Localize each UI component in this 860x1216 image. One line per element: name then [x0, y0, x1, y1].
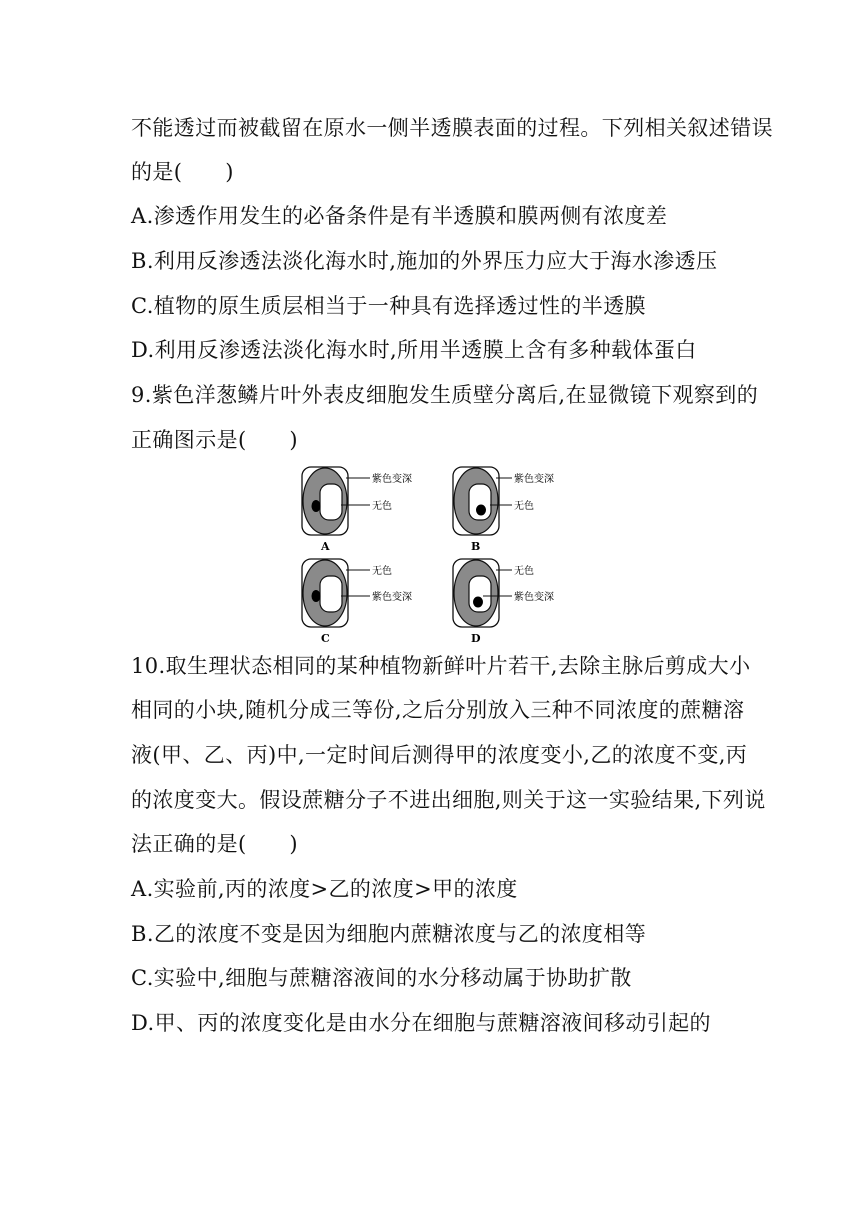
label-a-top: 紫色变深 — [372, 474, 412, 485]
question-line: 9.紫色洋葱鳞片叶外表皮细胞发生质壁分离后,在显微镜下观察到的 — [131, 383, 759, 407]
caption-d: D — [471, 632, 481, 645]
cell-diagram-b — [453, 467, 554, 553]
option-line: A.实验前,丙的浓度>乙的浓度>甲的浓度 — [131, 877, 518, 901]
question-line: 正确图示是( ) — [131, 428, 298, 452]
cell-diagram-c — [302, 559, 412, 645]
text-line: 不能透过而被截留在原水一侧半透膜表面的过程。下列相关叙述错误 — [131, 116, 773, 140]
cell-diagram-a — [302, 467, 412, 553]
caption-c: C — [321, 632, 330, 645]
caption-a: A — [321, 540, 330, 553]
question-line: 液(甲、乙、丙)中,一定时间后测得甲的浓度变小,乙的浓度不变,丙 — [131, 743, 748, 767]
option-line: C.实验中,细胞与蔗糖溶液间的水分移动属于协助扩散 — [131, 966, 632, 990]
option-line: B.利用反渗透法淡化海水时,施加的外界压力应大于海水渗透压 — [131, 249, 718, 273]
question-line: 法正确的是( ) — [131, 832, 298, 856]
question-line: 的浓度变大。假设蔗糖分子不进出细胞,则关于这一实验结果,下列说 — [131, 788, 766, 812]
label-b-top: 紫色变深 — [514, 474, 554, 485]
option-line: B.乙的浓度不变是因为细胞内蔗糖浓度与乙的浓度相等 — [131, 922, 647, 946]
question-line: 10.取生理状态相同的某种植物新鲜叶片若干,去除主脉后剪成大小 — [131, 654, 751, 678]
cell-figure — [290, 462, 570, 648]
label-c-top: 无色 — [372, 566, 392, 577]
label-d-top: 无色 — [514, 566, 534, 577]
cell-diagram-d — [453, 559, 554, 645]
option-line: C.植物的原生质层相当于一种具有选择透过性的半透膜 — [131, 294, 646, 318]
text-line: 的是( ) — [131, 160, 234, 184]
label-a-bottom: 无色 — [372, 501, 392, 512]
label-d-bottom: 紫色变深 — [514, 592, 554, 603]
caption-b: B — [471, 540, 481, 553]
option-line: D.甲、丙的浓度变化是由水分在细胞与蔗糖溶液间移动引起的 — [131, 1011, 711, 1035]
label-b-bottom: 无色 — [514, 501, 534, 512]
option-line: D.利用反渗透法淡化海水时,所用半透膜上含有多种载体蛋白 — [131, 338, 697, 362]
option-line: A.渗透作用发生的必备条件是有半透膜和膜两侧有浓度差 — [131, 204, 668, 228]
label-c-bottom: 紫色变深 — [372, 592, 412, 603]
question-line: 相同的小块,随机分成三等份,之后分别放入三种不同浓度的蔗糖溶 — [131, 698, 745, 722]
